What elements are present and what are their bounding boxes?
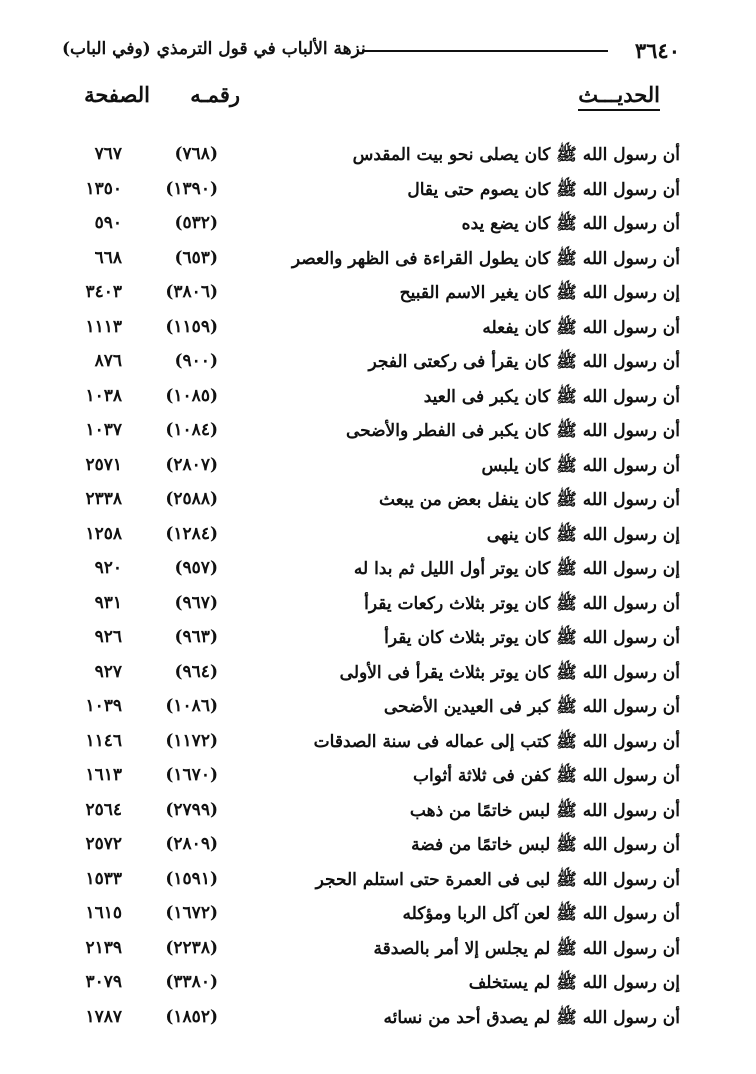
page-reference: ٧٦٧ (94, 144, 122, 164)
page-reference: ٩٢٠ (94, 558, 122, 578)
index-row (62, 623, 680, 658)
index-row (62, 554, 680, 589)
hadith-number: (٥٣٢) (174, 213, 218, 233)
page-reference: ٢٥٦٤ (85, 799, 122, 820)
hadith-text: أن رسول الله ﷺ كان يكبر فى العيد (423, 386, 680, 407)
index-row (62, 934, 680, 969)
index-row (62, 140, 680, 175)
hadith-number: (٢٥٨٨) (165, 489, 218, 509)
hadith-number: (٣٨٠٦) (165, 282, 218, 302)
hadith-text: أن رسول الله ﷺ لم يصدق أحد من نسائه (383, 1007, 680, 1028)
index-row (62, 968, 680, 1003)
hadith-number: (٢٢٣٨) (165, 937, 218, 958)
page-reference: ١٣٥٠ (85, 178, 122, 199)
page-number: ٣٦٤٠ (634, 38, 680, 63)
page-reference: ٩٢٦ (94, 627, 122, 647)
page-reference: ٢٥٧٢ (85, 834, 122, 854)
hadith-number: (٩٥٧) (174, 558, 218, 578)
index-row (62, 244, 680, 279)
index-row (62, 589, 680, 624)
hadith-text: أن رسول الله ﷺ كان يصلى نحو بيت المقدس (352, 145, 680, 165)
hadith-number: (١٦٧٢) (165, 903, 218, 923)
hadith-text: أن رسول الله ﷺ لعن آكل الربا ومؤكله (402, 904, 680, 924)
page-reference: ١٥٣٣ (85, 868, 122, 889)
hadith-number: (١٢٨٤) (165, 523, 218, 544)
hadith-number: (١٥٩١) (165, 868, 218, 889)
hadith-text: أن رسول الله ﷺ كتب إلى عماله فى سنة الصدقات (313, 731, 680, 752)
hadith-number: (١١٥٩) (165, 316, 218, 337)
index-row (62, 1003, 680, 1038)
hadith-text: أن رسول الله ﷺ كان ينفل بعض من يبعث (379, 490, 680, 510)
hadith-number: (٩٦٤) (174, 661, 218, 682)
hadith-text: أن رسول الله ﷺ كان يطول القراءة فى الظهر والعصر (291, 248, 680, 269)
hadith-text: أن رسول الله ﷺ كان يضع يده (461, 214, 680, 234)
hadith-text: إن رسول الله ﷺ كان يغير الاسم القبيح (399, 283, 680, 303)
index-row (62, 761, 680, 796)
index-row (62, 175, 680, 210)
page-reference: ١٦١٥ (85, 903, 122, 923)
hadith-text: إن رسول الله ﷺ لم يستخلف (468, 973, 680, 993)
hadith-text: إن رسول الله ﷺ كان يوتر أول الليل ثم بدا له (353, 559, 680, 579)
hadith-text: أن رسول الله ﷺ كان يكبر فى الفطر والأضحى (345, 421, 680, 441)
hadith-number: (١٣٩٠) (165, 178, 218, 199)
hadith-number: (١٠٨٥) (165, 385, 218, 406)
column-header-hadith: الحديـــث (578, 82, 660, 111)
page-reference: ٦٦٨ (94, 247, 122, 268)
page-reference: ٨٧٦ (94, 351, 122, 371)
hadith-number: (١١٧٢) (165, 730, 218, 751)
column-header-page: الصفحة (84, 82, 150, 107)
index-row (62, 382, 680, 417)
hadith-number: (١٠٨٦) (165, 696, 218, 716)
hadith-number: (٢٨٠٩) (165, 834, 218, 854)
hadith-number: (٦٥٣) (174, 247, 218, 268)
hadith-text: أن رسول الله ﷺ كبر فى العيدين الأضحى (383, 697, 680, 717)
hadith-number: (١٦٧٠) (165, 765, 218, 785)
hadith-number: (٩٦٣) (174, 627, 218, 647)
page-reference: ١٧٨٧ (85, 1006, 122, 1027)
hadith-text: أن رسول الله ﷺ كان يصوم حتى يقال (407, 179, 680, 200)
header-rule (362, 50, 608, 52)
page-reference: ٩٣١ (94, 592, 122, 613)
index-row (62, 899, 680, 934)
page-reference: ١١٤٦ (85, 730, 122, 751)
index-row (62, 865, 680, 900)
hadith-text: أن رسول الله ﷺ لبس خاتمًا من فضة (411, 835, 680, 855)
page-reference: ١٠٣٧ (85, 420, 122, 440)
hadith-number: (٢٧٩٩) (165, 799, 218, 820)
index-row (62, 796, 680, 831)
page-reference: ١٢٥٨ (85, 523, 122, 544)
page-reference: ١١١٣ (85, 316, 122, 337)
page-reference: ٢٣٣٨ (85, 489, 122, 509)
hadith-number: (٩٠٠) (174, 351, 218, 371)
index-row (62, 727, 680, 762)
hadith-text: أن رسول الله ﷺ كان يوتر بثلاث كان يقرأ (384, 628, 680, 648)
index-row (62, 485, 680, 520)
hadith-text: أن رسول الله ﷺ كان يلبس (481, 455, 680, 476)
index-row (62, 209, 680, 244)
page-reference: ٩٢٧ (94, 661, 122, 682)
column-header-number: رقمـه (190, 82, 240, 107)
hadith-text: أن رسول الله ﷺ لم يجلس إلا أمر بالصدقة (373, 938, 680, 959)
index-row (62, 313, 680, 348)
hadith-text: أن رسول الله ﷺ كان يقرأ فى ركعتى الفجر (368, 352, 680, 372)
hadith-text: إن رسول الله ﷺ كان ينهى (486, 524, 680, 545)
index-row (62, 658, 680, 693)
hadith-text: أن رسول الله ﷺ لبس خاتمًا من ذهب (409, 800, 680, 821)
index-row (62, 416, 680, 451)
hadith-number: (١٨٥٢) (165, 1006, 218, 1027)
page-reference: ١٦١٣ (85, 765, 122, 785)
page-reference: ٢٥٧١ (85, 454, 122, 475)
hadith-text: أن رسول الله ﷺ كان يوتر بثلاث ركعات يقرأ (364, 593, 680, 614)
hadith-text: أن رسول الله ﷺ كان يفعله (482, 317, 680, 338)
book-title: نزهة الألباب في قول الترمذي (وفي الباب) (62, 39, 366, 59)
page-reference: ٣٤٠٣ (85, 282, 122, 302)
page-reference: ٣٠٧٩ (85, 972, 122, 992)
page-reference: ١٠٣٨ (85, 385, 122, 406)
index-rows (62, 140, 680, 1037)
index-row (62, 278, 680, 313)
index-row (62, 347, 680, 382)
page-reference: ١٠٣٩ (85, 696, 122, 716)
hadith-number: (٧٦٨) (174, 144, 218, 164)
hadith-text: أن رسول الله ﷺ كان يوتر بثلاث يقرأ فى الأولى (339, 662, 680, 683)
index-row (62, 692, 680, 727)
hadith-number: (٣٣٨٠) (165, 972, 218, 992)
index-row (62, 451, 680, 486)
page-reference: ٥٩٠ (94, 213, 122, 233)
hadith-number: (٩٦٧) (174, 592, 218, 613)
hadith-number: (١٠٨٤) (165, 420, 218, 440)
running-header (62, 38, 680, 64)
index-row (62, 830, 680, 865)
hadith-text: أن رسول الله ﷺ كفن فى ثلاثة أثواب (412, 766, 680, 786)
index-row (62, 520, 680, 555)
hadith-number: (٢٨٠٧) (165, 454, 218, 475)
page-reference: ٢١٣٩ (85, 937, 122, 958)
column-headers (62, 82, 680, 114)
hadith-text: أن رسول الله ﷺ لبى فى العمرة حتى استلم الحجر (315, 869, 680, 890)
